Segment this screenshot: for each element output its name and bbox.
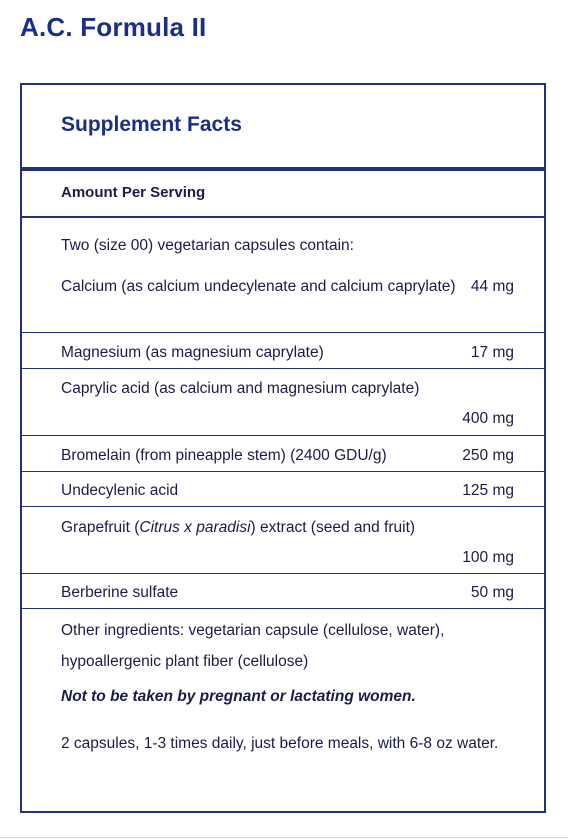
ingredient-row-caprylic-acid (61, 374, 514, 434)
ingredient-name: Calcium (as calcium undecylenate and calcium caprylate) (61, 278, 456, 295)
ingredient-name: Caprylic acid (as calcium and magnesium caprylate) (61, 380, 420, 397)
row-divider (22, 332, 544, 333)
row-divider (22, 471, 544, 472)
ingredient-amount: 17 mg (470, 344, 514, 361)
ingredient-amount: 50 mg (470, 584, 514, 601)
serving-intro: Two (size 00) vegetarian capsules contain: (61, 237, 354, 254)
ingredient-name: Magnesium (as magnesium caprylate) (61, 344, 324, 361)
ingredient-row-grapefruit (61, 513, 514, 573)
ingredient-row-undecylenic-acid (61, 476, 514, 506)
ingredient-name: Bromelain (from pineapple stem) (2400 GDU/g) (61, 447, 387, 464)
row-divider (22, 608, 544, 609)
ingredient-amount: 125 mg (462, 482, 514, 499)
ingredient-amount: 250 mg (462, 447, 514, 464)
other-ingredients: Other ingredients: vegetarian capsule (cellulose, water), hypoallergenic plant fiber (cellulose) (61, 622, 445, 670)
divider (22, 216, 544, 218)
supplement-facts-heading: Supplement Facts (61, 113, 242, 136)
thick-divider (22, 167, 544, 171)
supplement-facts-panel (20, 83, 546, 813)
pregnancy-warning: Not to be taken by pregnant or lactating women. (61, 688, 416, 705)
row-divider (22, 506, 544, 507)
latin-name: Citrus x paradisi (139, 519, 251, 536)
ingredient-amount: 44 mg (470, 278, 514, 295)
ingredient-row-calcium (61, 272, 514, 302)
ingredient-amount: 400 mg (462, 410, 514, 427)
ingredient-amount: 100 mg (462, 549, 514, 566)
ingredient-name: Berberine sulfate (61, 584, 179, 601)
ingredient-row-berberine (61, 578, 514, 608)
directions: 2 capsules, 1-3 times daily, just before meals, with 6-8 oz water. (61, 735, 499, 752)
ingredient-row-magnesium (61, 338, 514, 368)
page-bottom-divider (0, 837, 568, 838)
ingredient-name: Grapefruit (Citrus x paradisi) extract (seed and fruit) (61, 519, 416, 536)
row-divider (22, 573, 544, 574)
amount-per-serving-label: Amount Per Serving (61, 184, 206, 201)
row-divider (22, 435, 544, 436)
ingredient-row-bromelain (61, 441, 514, 471)
product-title: A.C. Formula II (20, 12, 207, 42)
ingredient-name: Undecylenic acid (61, 482, 179, 499)
row-divider (22, 368, 544, 369)
